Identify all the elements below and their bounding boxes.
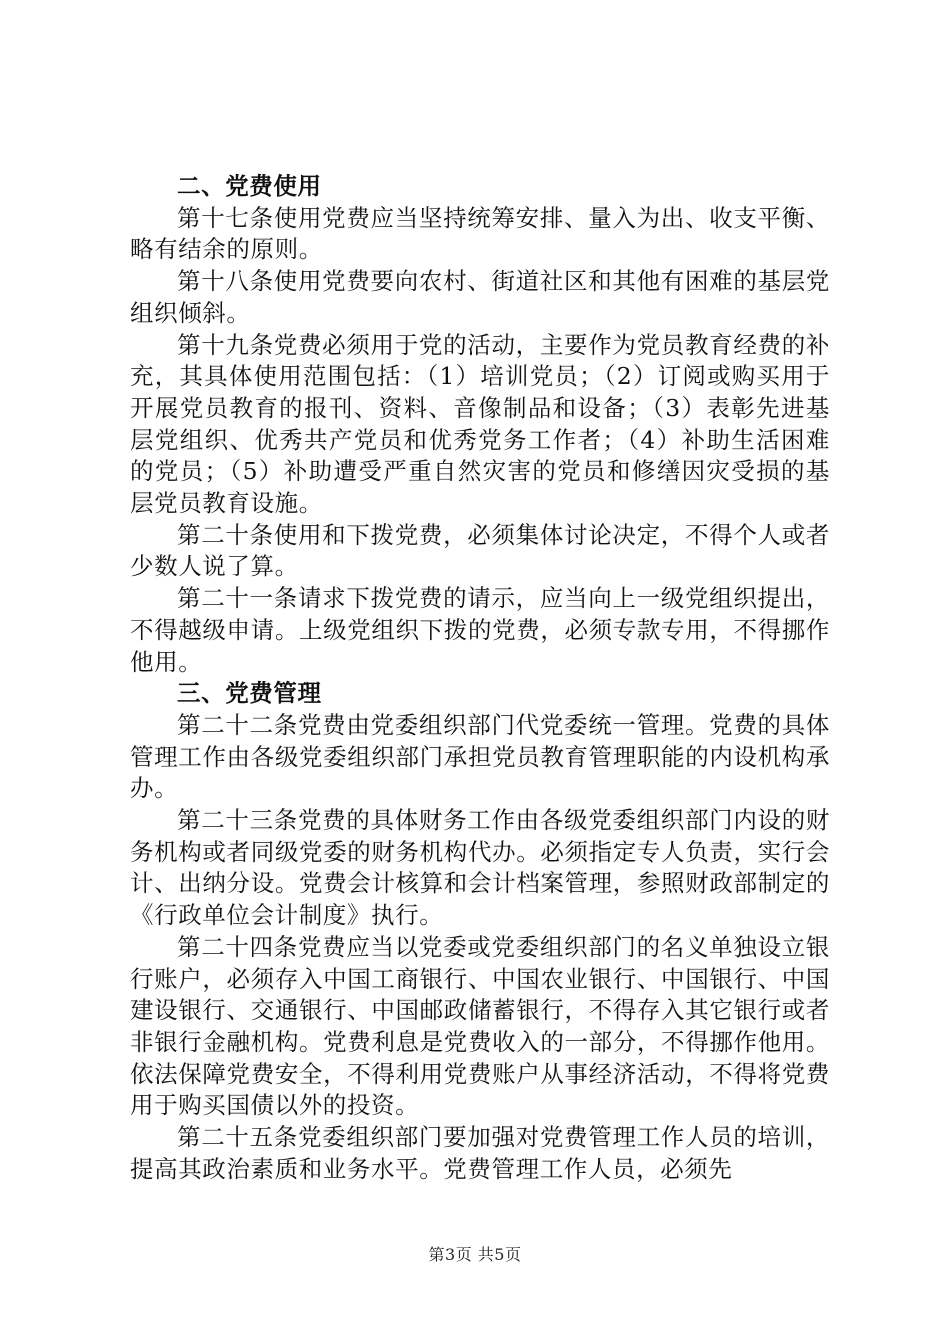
paragraph: 第二十三条党费的具体财务工作由各级党委组织部门内设的财务机构或者同级党委的财务机构代办。必须指定专人负责，实行会计、出纳分设。党费会计核算和会计档案管理，参照财政部制定的《行政单位会计制度》执行。 [130, 806, 830, 930]
section-heading: 三、党费管理 [177, 679, 322, 708]
paragraph: 第二十五条党委组织部门要加强对党费管理工作人员的培训，提高其政治素质和业务水平。党费管理工作人员，必须先 [130, 1123, 830, 1183]
page-number-footer: 第3页 共5页 [428, 1245, 522, 1264]
paragraph: 第十八条使用党费要向农村、街道社区和其他有困难的基层党组织倾斜。 [130, 267, 830, 327]
paragraph: 第二十条使用和下拨党费，必须集体讨论决定，不得个人或者少数人说了算。 [130, 520, 830, 581]
document-body [130, 171, 830, 1186]
paragraph: 第二十一条请求下拨党费的请示，应当向上一级党组织提出，不得越级申请。上级党组织下拨的党费，必须专款专用，不得挪作他用。 [130, 584, 830, 676]
paragraph: 第十九条党费必须用于党的活动，主要作为党员教育经费的补充，其具体使用范围包括：（1）培训党员；（2）订阅或购买用于开展党员教育的报刊、资料、音像制品和设备；（3）表彰先进基层党组织、优秀共产党员和优秀党务工作者；（4）补助生活困难的党员；（5）补助遭受严重自然灾害的党员和修缮因灾受损的基层党员教育设施。 [130, 330, 830, 518]
section-party-fee-usage [130, 171, 830, 678]
paragraph: 第二十四条党费应当以党委或党委组织部门的名义单独设立银行账户，必须存入中国工商银行、中国农业银行、中国银行、中国建设银行、交通银行、中国邮政储蓄银行，不得存入其它银行或者非银行金融机构。党费利息是党费收入的一部分，不得挪作他用。依法保障党费安全，不得利用党费账户从事经济活动，不得将党费用于购买国债以外的投资。 [130, 932, 830, 1120]
section-heading: 二、党费使用 [177, 172, 322, 200]
section-party-fee-management [130, 678, 830, 1185]
paragraph: 第二十二条党费由党委组织部门代党委统一管理。党费的具体管理工作由各级党委组织部门承担党员教育管理职能的内设机构承办。 [130, 710, 830, 803]
paragraph: 第十七条使用党费应当坚持统筹安排、量入为出、收支平衡、略有结余的原则。 [130, 203, 830, 264]
